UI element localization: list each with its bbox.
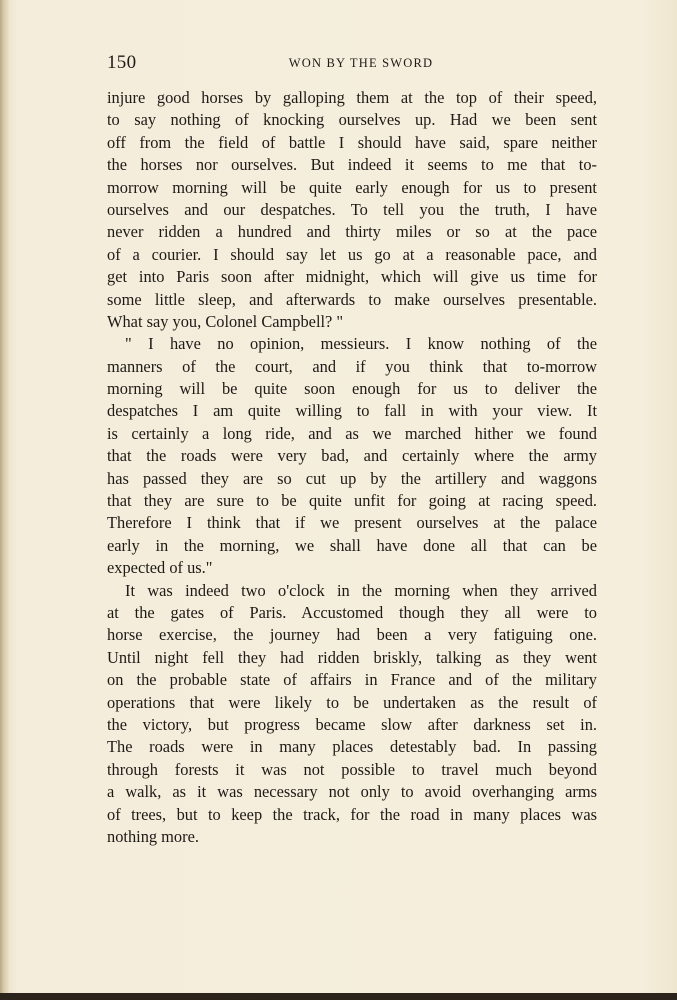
text-line: The roads were in many places detestably bad. In passing [107,737,597,757]
text-line: get into Paris soon after midnight, which will give us time for [107,267,597,287]
text-line: horse exercise, the journey had been a very fatiguing one. [107,625,597,645]
text-line: morning will be quite soon enough for us to deliver the [107,379,597,399]
text-line: that the roads were very bad, and certainly where the army [107,446,597,466]
text-line: never ridden a hundred and thirty miles or so at the pace [107,222,597,242]
text-line: on the probable state of affairs in France and of the military [107,670,597,690]
text-line: ourselves and our despatches. To tell you the truth, I have [107,199,597,219]
text-line: to say nothing of knocking ourselves up. Had we been sent [107,110,597,130]
text-line: the victory, but progress became slow after darkness set in. [107,714,597,734]
text-line: operations that were likely to be undertaken as the result of [107,692,597,712]
text-line: through forests it was not possible to travel much beyond [107,759,597,779]
page-header [107,52,597,74]
text-line: " I have no opinion, messieurs. I know nothing of the [125,334,597,354]
text-line: off from the field of battle I should have said, spare neither [107,132,597,152]
text-line: some little sleep, and afterwards to make ourselves presentable. [107,289,597,309]
text-line: that they are sure to be quite unfit for going at racing speed. [107,491,597,511]
text-line: Therefore I think that if we present ourselves at the palace [107,513,597,533]
bottom-edge-rule [0,993,677,1000]
text-line: of a courier. I should say let us go at a reasonable pace, and [107,244,597,264]
text-line: of trees, but to keep the track, for the road in many places was [107,804,597,824]
body-text [107,87,597,848]
text-line: Until night fell they had ridden briskly, talking as they went [107,647,597,667]
text-line: What say you, Colonel Campbell? " [107,311,344,331]
text-line: It was indeed two o'clock in the morning when they arrived [125,580,597,600]
text-line: morrow morning will be quite early enough for us to present [107,177,597,197]
text-line: a walk, as it was necessary not only to avoid overhanging arms [107,782,597,802]
text-line: nothing more. [107,826,199,846]
text-line: has passed they are so cut up by the artillery and waggons [107,468,597,488]
text-line: expected of us." [107,558,213,578]
text-line: at the gates of Paris. Accustomed though they all were to [107,602,597,622]
text-line: injure good horses by galloping them at the top of their speed, [107,88,597,107]
text-line: early in the morning, we shall have done all that can be [107,535,597,555]
page-number: 150 [107,52,137,73]
text-line: manners of the court, and if you think that to-morrow [107,356,597,376]
text-line: despatches I am quite willing to fall in with your view. It [107,401,597,421]
running-head: WON BY THE SWORD [288,56,434,70]
page-binding-edge [0,0,9,1000]
text-line: the horses nor ourselves. But indeed it seems to me that to- [107,155,597,175]
text-line: is certainly a long ride, and as we marched hither we found [107,423,597,443]
